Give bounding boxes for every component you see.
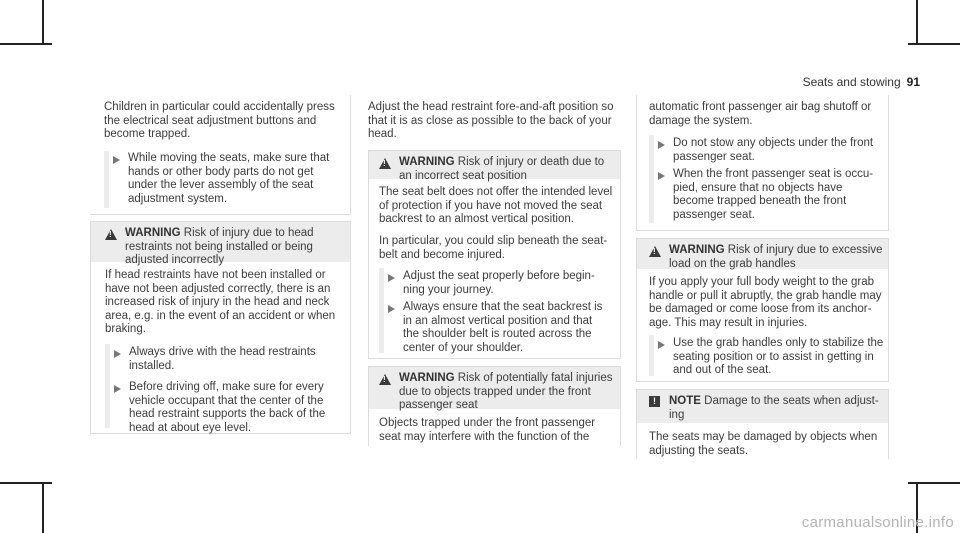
warning-title [669, 244, 882, 271]
bullet-bar [104, 151, 109, 208]
bullet-text [129, 381, 325, 435]
text-line: an incorrect seat position [399, 169, 527, 182]
text-line: While moving the seats, make sure that [128, 152, 330, 164]
crop-mark [0, 482, 52, 484]
text-line: load on the grab handles [669, 257, 796, 270]
text-line: Risk of injury or death due to [457, 156, 605, 168]
text-line: Do not stow any objects under the front [673, 137, 874, 149]
crop-mark [916, 0, 918, 45]
note-body [649, 431, 877, 458]
intro-text [104, 101, 335, 142]
warning-title [125, 227, 314, 268]
text-line: handle or pull it abruptly, the grab handle may [649, 289, 882, 302]
text-line: Before driving off, make sure for every [129, 381, 324, 393]
text-line: If head restraints have not been installed or [105, 269, 326, 281]
note-title [669, 395, 879, 422]
bullet-text [128, 152, 329, 206]
section-title: Seats and stowing [802, 75, 901, 89]
text-line: the shoulder belt is routed across the [403, 328, 592, 340]
note-box-seat-damage [636, 389, 889, 459]
text-line: increased risk of injury in the head and neck [105, 296, 330, 308]
text-line: seat may interfere with the function of the [379, 430, 590, 443]
text-line: due to objects trapped under the front [399, 385, 591, 398]
warning-label: WARNING [399, 156, 455, 168]
text-line: head at about eye level. [129, 421, 252, 434]
bullet-arrow-icon [658, 172, 665, 180]
text-line: the electrical seat adjustment buttons and [104, 114, 317, 127]
intro-text [368, 101, 613, 142]
crop-mark [42, 482, 44, 533]
text-line: adjusted incorrectly [125, 254, 225, 266]
text-line: area, e.g. in the event of an accident or when [105, 309, 336, 322]
bullet-bar [379, 268, 384, 353]
text-line: Adjust the seat properly before begin- [403, 270, 595, 282]
notice-box-children [90, 95, 351, 215]
text-line: Adjust the head restraint fore-and-aft position so [368, 101, 614, 113]
crop-mark [0, 43, 52, 45]
text-line: If you apply your full body weight to the grab [649, 276, 875, 288]
watermark-text: carmanualsonline.info [801, 514, 954, 531]
text-line: Use the grab handles only to stabilize the [673, 337, 884, 349]
bullet-arrow-icon [114, 385, 121, 393]
warning-box-head-restraints [90, 221, 351, 434]
text-line: hands or other body parts do not get [128, 165, 314, 178]
text-line: belt and become injured. [379, 248, 505, 261]
text-line: Children in particular could accidentally press [104, 101, 335, 113]
note-icon: ! [649, 396, 660, 407]
warning-icon [649, 246, 661, 257]
text-line: vehicle occupant that the center of the [129, 394, 324, 407]
warning-box-seat-position [368, 150, 621, 359]
text-line: Risk of injury due to head [183, 227, 314, 239]
bullet-text [403, 301, 602, 355]
bullet-text [129, 346, 316, 373]
warning-body [379, 235, 607, 262]
text-line: be damaged or come loose from its anchor- [649, 303, 872, 315]
warning-label: WARNING [399, 372, 455, 384]
bullet-arrow-icon [388, 305, 395, 313]
text-line: become trapped beneath the front [673, 195, 847, 207]
text-line: head. [368, 128, 397, 140]
text-line: adjusting the seats. [649, 444, 749, 457]
text-line: Risk of injury due to excessive [727, 244, 883, 256]
note-label: NOTE [669, 395, 701, 407]
warning-label: WARNING [669, 244, 725, 256]
text-line: Always ensure that the seat backrest is [403, 301, 603, 313]
bullet-arrow-icon [658, 341, 665, 349]
page-header [803, 75, 920, 89]
text-line: ing [669, 408, 685, 421]
text-line: restraints not being installed or being [125, 240, 313, 253]
text-line: passenger seat. [673, 150, 755, 163]
warning-icon [105, 229, 117, 240]
bullet-arrow-icon [388, 274, 395, 282]
warning-body [379, 417, 595, 444]
text-line: in an almost vertical position and that [403, 314, 593, 327]
warning-title [399, 372, 612, 413]
text-line: passenger seat. [673, 208, 755, 221]
text-line: become trapped. [104, 128, 191, 140]
text-line: of protection if you have not moved the seat [379, 199, 603, 212]
warning-box-continued [636, 95, 889, 231]
text-line: Objects trapped under the front passenger [379, 417, 596, 429]
bullet-arrow-icon [114, 350, 121, 358]
warning-icon [379, 374, 391, 385]
text-line: The seats may be damaged by objects when [649, 431, 878, 443]
warning-label: WARNING [125, 227, 181, 239]
crop-mark [908, 43, 960, 45]
text-line: ning your journey. [403, 283, 494, 296]
text-line: age. This may result in injuries. [649, 316, 808, 329]
text-line: Risk of potentially fatal injuries [457, 372, 613, 384]
text-line: that it is as close as possible to the back of your [368, 114, 612, 127]
warning-body [379, 186, 612, 227]
warning-box-trapped-objects [368, 366, 621, 446]
bullet-text [673, 137, 873, 164]
page-number: 91 [906, 75, 920, 89]
bullet-text [403, 270, 595, 297]
warning-body [649, 276, 882, 330]
crop-mark [908, 482, 960, 484]
text-line: head restraint supports the back of the [129, 408, 326, 420]
text-line: under the lever assembly of the seat [128, 179, 314, 191]
bullet-text [673, 337, 883, 378]
text-line: center of your shoulder. [403, 341, 524, 354]
text-line: have not been adjusted correctly, there is an [105, 282, 331, 295]
text-line: braking. [105, 323, 146, 335]
text-line: When the front passenger seat is occu- [673, 168, 874, 180]
bullet-arrow-icon [658, 141, 665, 149]
bullet-bar [649, 135, 654, 223]
text-line: Damage to the seats when adjust- [704, 395, 879, 407]
text-line: seating position or to assist in getting in [673, 350, 874, 363]
text-line: damage the system. [649, 114, 753, 127]
bullet-bar [649, 335, 654, 376]
text-line: In particular, you could slip beneath the seat- [379, 235, 608, 247]
bullet-bar [105, 344, 110, 428]
warning-body [649, 101, 871, 128]
text-line: passenger seat [399, 399, 478, 411]
text-line: adjustment system. [128, 192, 228, 205]
warning-body [105, 269, 335, 337]
text-line: and out of the seat. [673, 364, 772, 376]
bullet-arrow-icon [113, 156, 120, 164]
text-line: The seat belt does not offer the intended level [379, 186, 613, 198]
crop-mark [42, 0, 44, 45]
text-line: automatic front passenger air bag shutoff or [649, 101, 872, 113]
bullet-text [673, 168, 873, 222]
warning-icon [379, 158, 391, 169]
text-line: backrest to an almost vertical position. [379, 213, 574, 225]
text-line: installed. [129, 359, 175, 372]
text-line: pied, ensure that no objects have [673, 181, 843, 194]
text-line: Always drive with the head restraints [129, 346, 316, 358]
warning-title [399, 156, 604, 183]
warning-box-grab-handles [636, 238, 889, 382]
